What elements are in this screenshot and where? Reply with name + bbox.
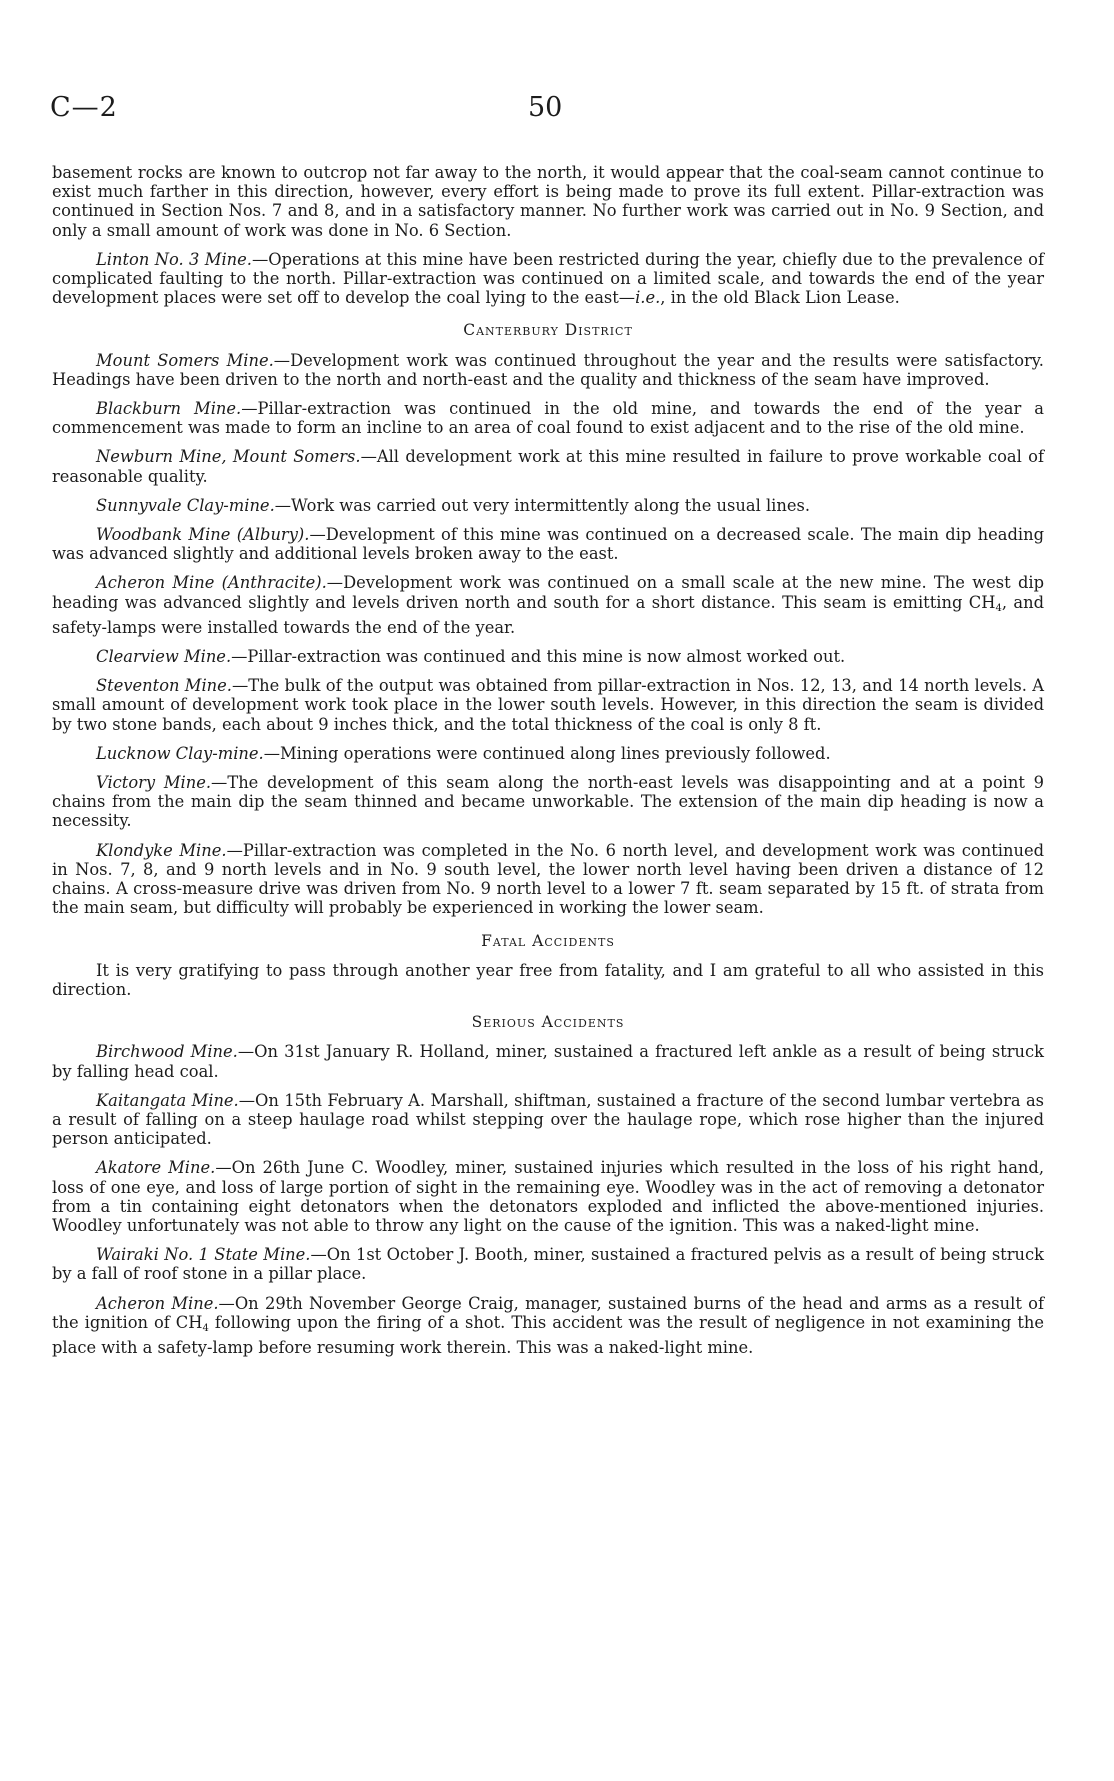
mine-paragraph [52,744,1044,763]
mine-paragraph [52,525,1044,563]
linton-paragraph [52,250,1044,308]
paragraph-lead: Wairaki No. 1 State Mine. [96,1245,311,1265]
paragraph-text: —Development work was continued on a small scale at the new mine. The west dip heading was advanced slightly and levels driven north and south for a short distance. This seam is emitting CH [52,573,1044,612]
accident-paragraph [52,1042,1044,1080]
mine-paragraph [52,447,1044,485]
accident-paragraph [52,1158,1044,1235]
paragraph-text: —Pillar-extraction was continued and this mine is now almost worked out. [231,647,846,667]
paragraph-text: —On 15th February A. Marshall, shiftman, sustained a fracture of the second lumbar vertebra as a result of falling on a steep haulage road whilst stepping over the haulage rope, which rose higher than the injured person anticipated. [52,1090,1045,1149]
paragraph-lead: Mount Somers Mine. [96,350,274,370]
paragraph-text: —On 31st January R. Holland, miner, sustained a fractured left ankle as a result of being struck by falling head coal. [52,1042,1044,1081]
section-heading-serious-accidents: Serious Accidents [471,1013,625,1032]
mine-paragraph [52,573,1044,637]
paragraph-text: —Work was carried out very intermittently along the usual lines. [274,495,811,515]
paragraph-lead: Linton No. 3 Mine. [96,249,252,269]
paragraph-lead: Steventon Mine. [96,676,232,696]
paragraph-text: —All development work at this mine resulted in failure to prove workable coal of reasonable quality. [52,447,1045,486]
paragraph-text: —On 1st October J. Booth, miner, sustained a fractured pelvis as a result of being struck by a fall of roof stone in a pillar place. [52,1245,1044,1284]
section-heading-fatal-accidents: Fatal Accidents [481,931,615,950]
accident-paragraph [52,1245,1044,1283]
paragraph-text: , in the old Black Lion Lease. [660,288,900,308]
paragraph-text: , and safety-lamps were installed towards the end of the year. [52,592,1044,637]
section-heading-canterbury: Canterbury District [463,321,633,340]
report-code: C—2 [50,92,118,123]
paragraph-lead: Kaitangata Mine. [96,1090,239,1110]
page-header [50,92,1050,132]
paragraph-lead: Blackburn Mine. [96,399,242,419]
paragraph-text: —The development of this seam along the north-east levels was disappointing and at a point 9 chains from the main dip the seam thinned and became unworkable. The extension of the main dip heading is now a necessity. [52,773,1044,831]
paragraph-lead: Klondyke Mine. [96,840,227,860]
page-body [52,163,1044,1367]
paragraph-text: —The bulk of the output was obtained from pillar-extraction in Nos. 12, 13, and 14 north levels. A small amount of development work took place in the lower south levels. However, in this direction the seam is divided by two stone bands, each about 9 inches thick, and the total thickness of the coal is only 8 ft. [52,676,1044,734]
paragraph-abbrev: i.e. [635,288,661,308]
paragraph-text: —Pillar-extraction was completed in the No. 6 north level, and development work was continued in Nos. 7, 8, and 9 north levels and in No. 9 south level, the lower north level having been driven a distance of 12 chains. A cross-measure drive was driven from No. 9 north level to a lower 7 ft. seam separated by 15 ft. of strata from the main seam, but difficulty will probably be experienced in working the lower seam. [52,840,1044,918]
accident-paragraph [52,1091,1044,1149]
mine-paragraph [52,647,1044,666]
mine-paragraph [52,399,1044,437]
paragraph-text: —Operations at this mine have been restricted during the year, chiefly due to the prevalence of complicated faulting to the north. Pillar-extraction was continued on a limited scale, and towards the end of the year development places were set off to develop the coal lying to the east— [52,249,1044,308]
paragraph-lead: Sunnyvale Clay-mine. [96,495,275,515]
paragraph-lead: Lucknow Clay-mine. [96,743,264,763]
paragraph-text: —Development of this mine was continued on a decreased scale. The main dip heading was advanced slightly and additional levels broken away to the east. [52,525,1044,564]
paragraph-text: —On 29th November George Craig, manager, sustained burns of the head and arms as a result of the ignition of CH [52,1293,1044,1332]
mine-paragraph [52,773,1044,831]
paragraph-text: —Pillar-extraction was continued in the old mine, and towards the end of the year a commencement was made to form an incline to an area of coal found to exist adjacent and to the rise of the old mine. [52,399,1045,438]
paragraph-lead: Akatore Mine. [96,1158,216,1178]
subscript: 4 [202,1322,209,1334]
page-number: 50 [528,92,563,123]
mine-paragraph [52,841,1044,918]
fatal-paragraph: It is very gratifying to pass through another year free from fatality, and I am grateful to all who assisted in this direction. [52,960,1044,999]
paragraph-lead: Acheron Mine. [96,1293,219,1313]
paragraph-text: —Development work was continued throughout the year and the results were satisfactory. Headings have been driven to the north and north-east and the quality and thickness of the seam have improved. [52,350,1044,389]
mine-paragraph [52,351,1044,389]
paragraph-lead: Newburn Mine, Mount Somers. [96,447,361,467]
mine-paragraph [52,496,1044,515]
mine-paragraph [52,676,1044,734]
subscript: 4 [995,602,1002,614]
paragraph-text: —On 26th June C. Woodley, miner, sustained injuries which resulted in the loss of his right hand, loss of one eye, and loss of large portion of sight in the remaining eye. Woodley was in the act of removing a detonator from a tin containing eight detonators when the detonators exploded and inflicted the above-mentioned injuries. Woodley unfortunately was not able to throw any light on the cause of the ignition. This was a naked-light mine. [52,1158,1044,1235]
paragraph-text: —Mining operations were continued along lines previously followed. [263,743,831,763]
paragraph-lead: Birchwood Mine. [96,1042,238,1062]
paragraph-lead: Victory Mine. [96,773,212,793]
intro-paragraph: basement rocks are known to outcrop not far away to the north, it would appear that the coal-seam cannot continue to exist much farther in this direction, however, every effort is being made to prove its full extent. Pillar-extraction was continued in Section Nos. 7 and 8, and in a satisfactory manner. No further work was carried out in No. 9 Section, and only a small amount of work was done in No. 6 Section. [52,163,1044,240]
paragraph-lead: Woodbank Mine (Albury). [96,525,310,545]
paragraph-lead: Clearview Mine. [96,647,232,667]
paragraph-lead: Acheron Mine (Anthracite). [96,573,327,593]
paragraph-text: following upon the firing of a shot. This accident was the result of negligence in not examining the place with a safety-lamp before resuming work therein. This was a naked-light mine. [52,1312,1044,1357]
accident-paragraph [52,1294,1044,1358]
